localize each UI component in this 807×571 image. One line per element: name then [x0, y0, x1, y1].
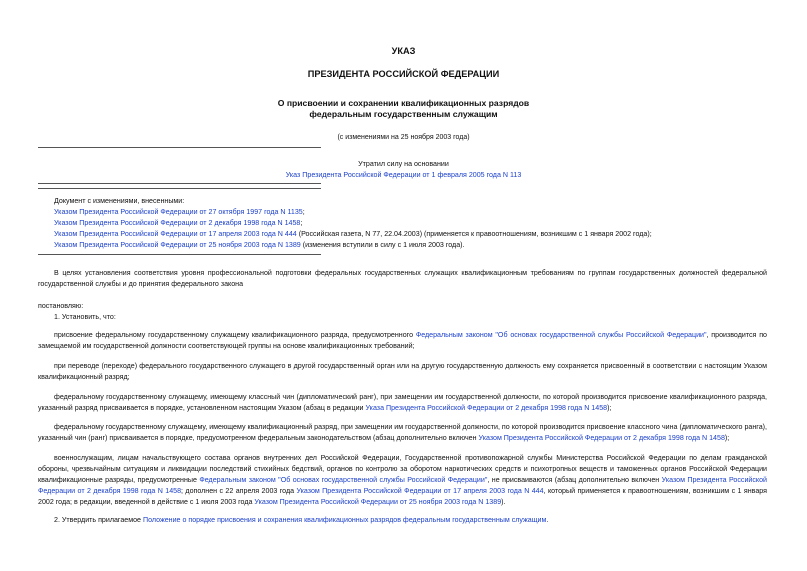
amendment-link[interactable]: Указом Президента Российской Федерации от 17 апреля 2003 года N 444	[54, 230, 297, 238]
lost-force-link-line	[0, 170, 807, 181]
lost-force-note: Утратил силу на основании	[358, 160, 449, 168]
edition-note: (с изменениями на 25 ноября 2003 года)	[337, 134, 470, 141]
lost-force-link[interactable]: Указ Президента Российской Федерации от 1 февраля 2005 года N 113	[285, 171, 522, 179]
amendment-item: Указом Президента Российской Федерации от 27 октября 1997 года N 1135;	[54, 208, 305, 216]
divider	[38, 188, 321, 189]
decree-link[interactable]: Указом Президента Российской Федерации от 2 декабря 1998 года N 1458	[38, 476, 768, 495]
document-title: О присвоении и сохранении квалификационных разрядов	[277, 98, 530, 108]
amendment-link[interactable]: Указом Президента Российской Федерации от 27 октября 1997 года N 1135	[54, 208, 303, 216]
amendment-item: Указом Президента Российской Федерации от 2 декабря 1998 года N 1458;	[54, 219, 303, 227]
preamble: В целях установления соответствия уровня профессиональной подготовки федеральных государственных служащих квалификационным требованиям по группам государственных должностей федеральной государственной службы и до принятия федерального закона	[38, 269, 767, 288]
paragraph: федеральному государственному служащему, имеющему классный чин (дипломатический ранг), при замещении им государственной должности, по которой производится присвоение квалификационного разряда, указанный разряд присваивается в порядке, установленном настоящим Указом (абзац в редакции Указа Президента Российской Федерации от 2 декабря 1998 года N 1458);	[38, 393, 767, 412]
decree-label: УКАЗ	[391, 46, 416, 56]
divider	[38, 147, 321, 148]
divider	[38, 254, 321, 255]
paragraph: федеральному государственному служащему, имеющему квалификационный разряд, при замещении им государственной должности, по которой производится присвоение классного чина (дипломатического ранга), указанный чин (ранг) присваивается в порядке, предусмотренном федеральным законодательством (абзац дополнительно включен Указом Президента Российской Федерации от 2 декабря 1998 года N 1458);	[38, 423, 767, 442]
amendment-link[interactable]: Указом Президента Российской Федерации от 2 декабря 1998 года N 1458	[54, 219, 301, 227]
paragraph: военнослужащим, лицам начальствующего состава органов внутренних дел Российской Федерации, Государственной противопожарной службы Министерства Российской Федерации по делам гражданской обороны, чрезвычайным ситуациям и ликвидации последствий стихийных бедствий, органов по контролю за оборотом наркотических средств и психотропных веществ и таможенных органов Российской Федерации квалификационные разряды, предусмотренные Федеральным законом "Об основах государственной службы Российской Федерации", не присваиваются (абзац дополнительно включен Указом Президента Российской Федерации от 2 декабря 1998 года N 1458; дополнен с 22 апреля 2003 года Указом Президента Российской Федерации от 17 апреля 2003 года N 444, который применяется к правоотношениям, возникшим с 1 января 2002 года; в редакции, введенной в действие с 1 июля 2003 года Указом Президента Российской Федерации от 25 ноября 2003 года N 1389).	[38, 454, 768, 506]
amendment-link[interactable]: Указом Президента Российской Федерации от 25 ноября 2003 года N 1389	[54, 241, 301, 249]
law-link[interactable]: Федеральным законом "Об основах государственной службы Российской Федерации"	[415, 331, 707, 339]
paragraph: при переводе (переходе) федерального государственного служащего в другой государственный орган или на другую государственную должность ему сохраняется присвоенный в соответствии с настоящим Указом квалификационный разряд;	[38, 362, 767, 381]
amendments-intro: Документ с изменениями, внесенными:	[54, 197, 185, 205]
decree-link[interactable]: Указом Президента Российской Федерации от 17 апреля 2003 года N 444	[296, 487, 544, 495]
law-link[interactable]: Федеральным законом "Об основах государственной службы Российской Федерации"	[199, 476, 488, 484]
regulation-link[interactable]: Положение о порядке присвоения и сохранения квалификационных разрядов федеральным государственным служащим	[142, 516, 547, 524]
item-2: 2. Утвердить прилагаемое Положение о порядке присвоения и сохранения квалификационных разрядов федеральным государственным служащим.	[54, 516, 549, 524]
paragraph: присвоение федеральному государственному служащему квалификационного разряда, предусмотренного Федеральным законом "Об основах государственной службы Российской Федерации", производится по замещаемой им государственной должности соответствующей группы на основе квалификационных требований;	[38, 331, 767, 350]
divider	[38, 183, 321, 184]
decree-link[interactable]: Указа Президента Российской Федерации от 2 декабря 1998 года N 1458	[365, 404, 608, 412]
item-1: 1. Установить, что:	[54, 313, 116, 321]
decree-link[interactable]: Указом Президента Российской Федерации от 25 ноября 2003 года N 1389	[254, 498, 502, 506]
decree-link[interactable]: Указом Президента Российской Федерации от 2 декабря 1998 года N 1458	[478, 434, 725, 442]
document-title-line2: федеральным государственным служащим	[309, 109, 498, 119]
amendment-item: Указом Президента Российской Федерации от 25 ноября 2003 года N 1389 (изменения вступили в силу с 1 июля 2003 года).	[54, 241, 465, 249]
issuer-title: ПРЕЗИДЕНТА РОССИЙСКОЙ ФЕДЕРАЦИИ	[307, 69, 500, 79]
amendment-item: Указом Президента Российской Федерации от 17 апреля 2003 года N 444 (Российская газета, N 77, 22.04.2003) (применяется к правоотношениям, возникшим с 1 января 2002 года);	[54, 230, 652, 238]
resolve-word: постановляю:	[38, 302, 84, 310]
